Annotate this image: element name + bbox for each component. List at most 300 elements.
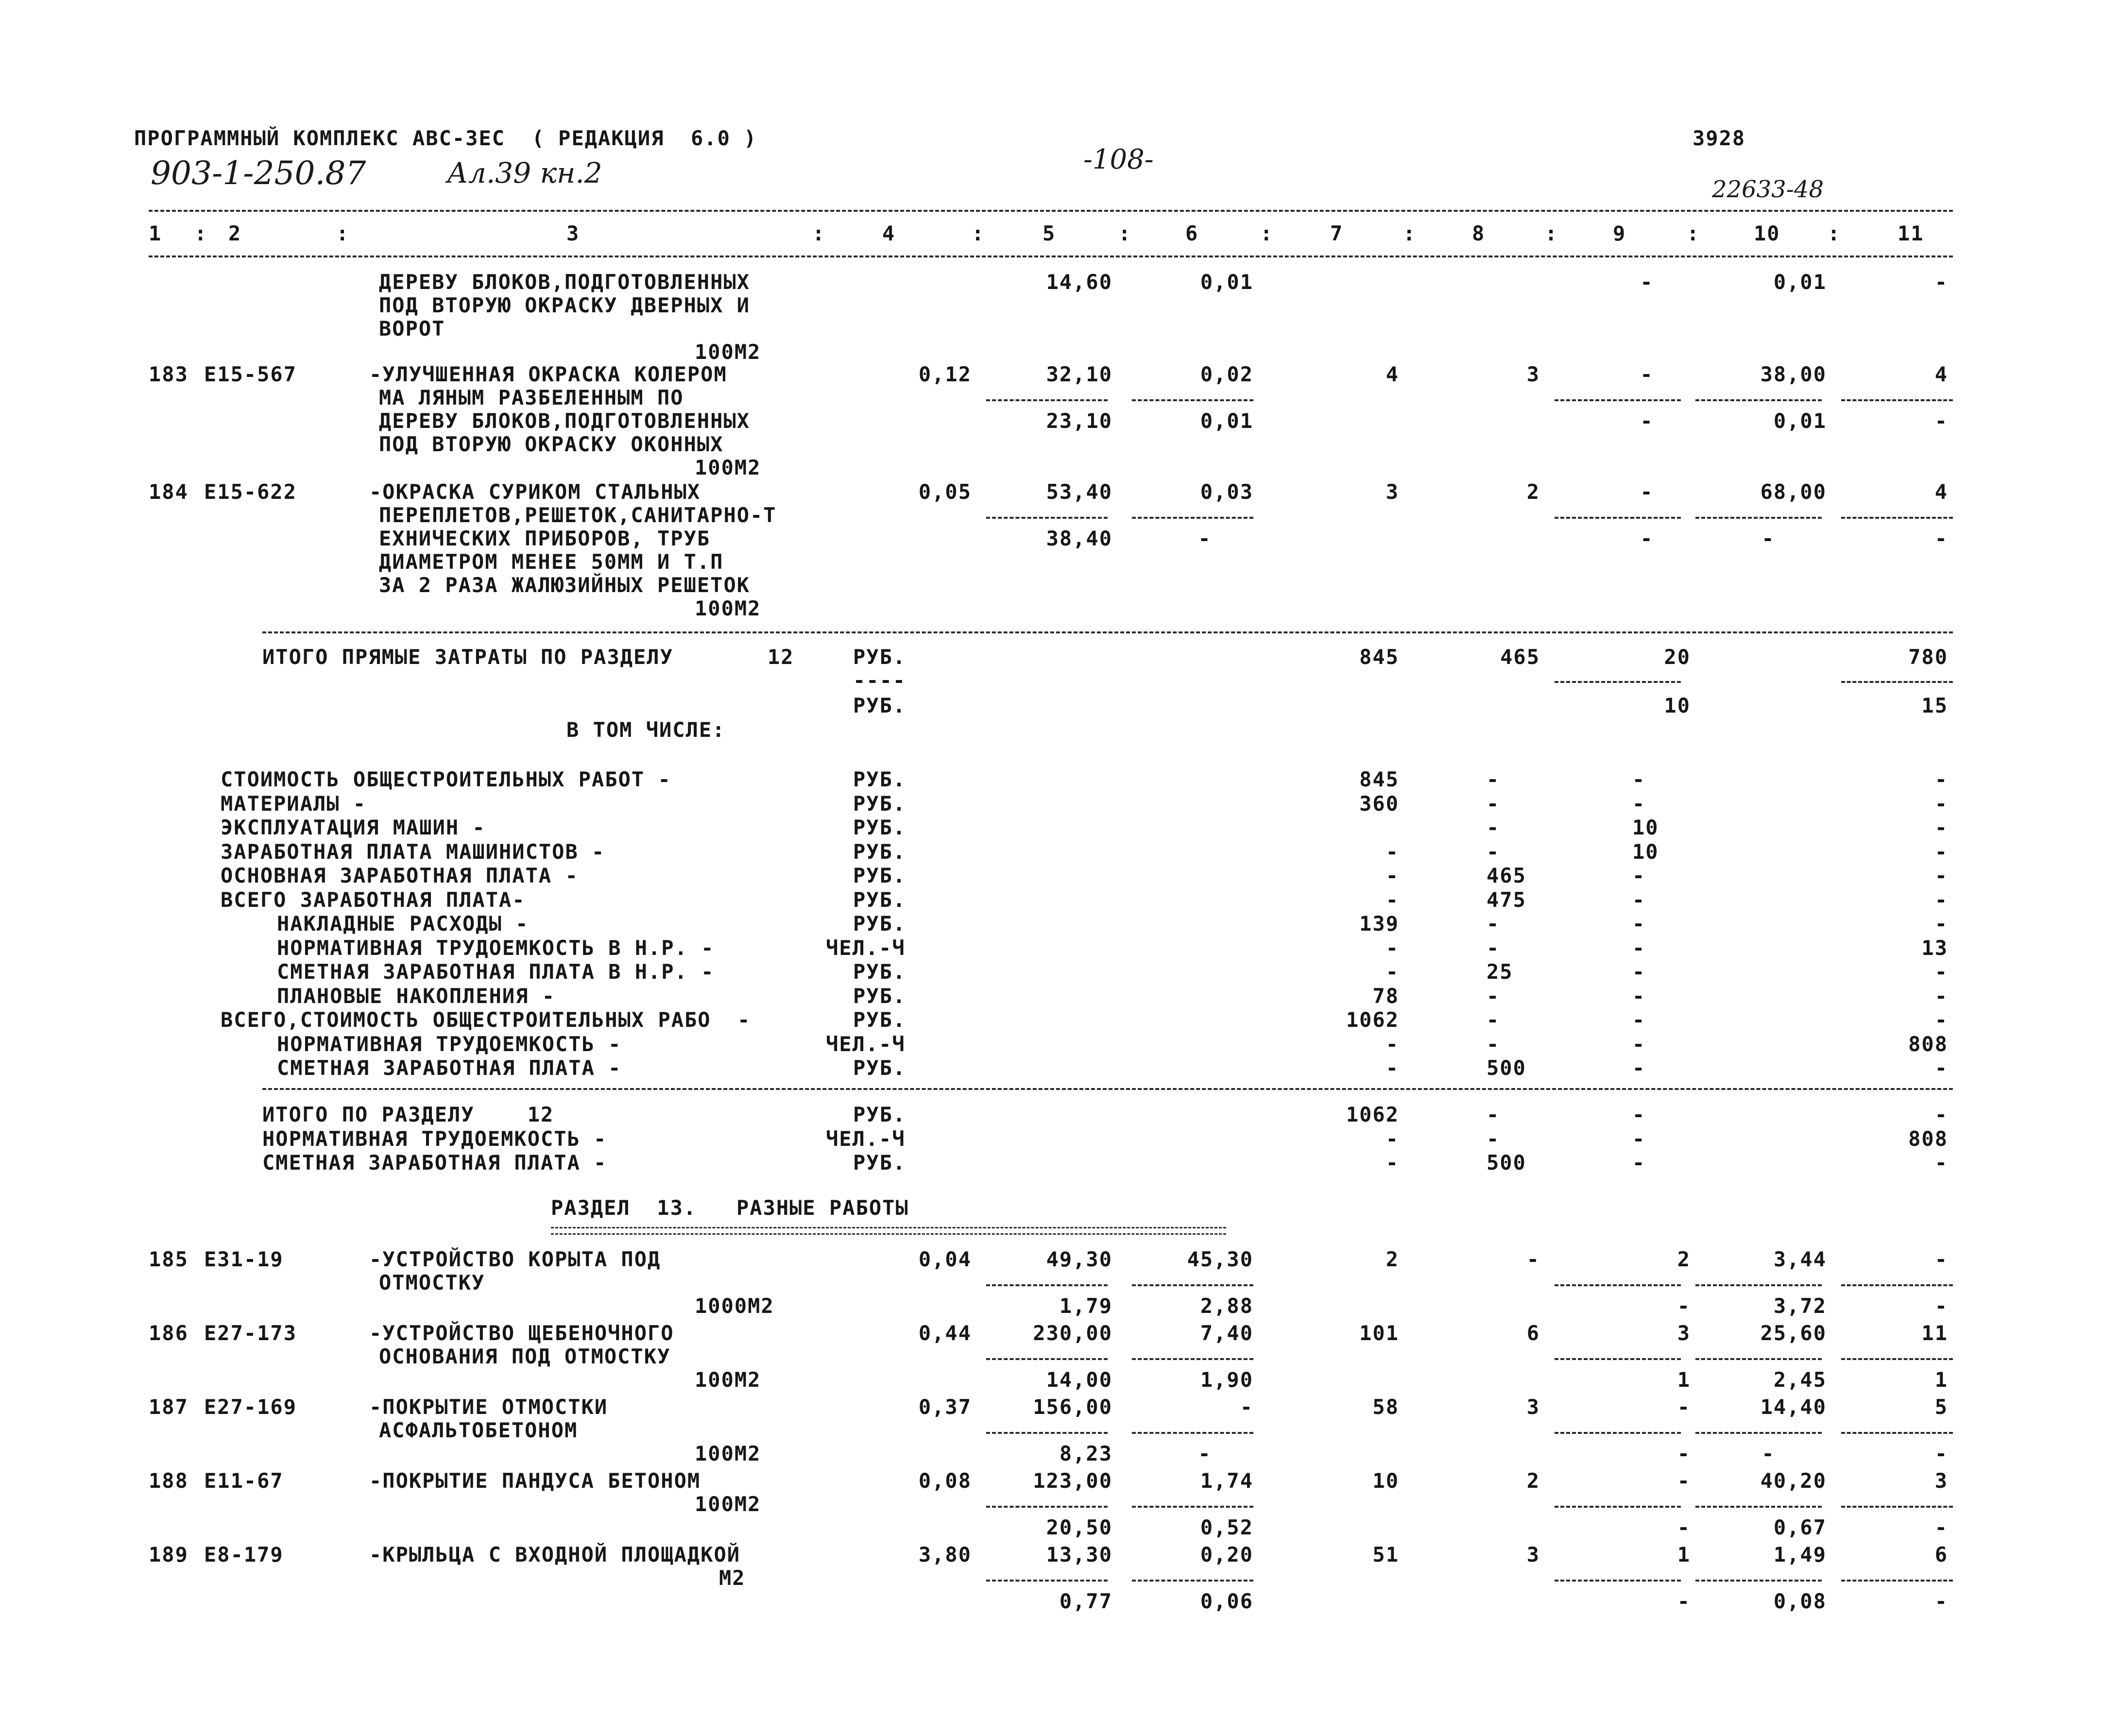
row-unit: 100М2 — [695, 1442, 761, 1465]
col-sep: : — [1260, 221, 1274, 245]
cell-c11: 808 — [1908, 1032, 1948, 1056]
cell-c9: - — [1632, 1126, 1646, 1151]
cell-rule — [986, 517, 1108, 519]
cell-rule — [1132, 399, 1253, 401]
cell-c8: 465 — [1487, 864, 1526, 887]
col-sep: : — [194, 221, 208, 245]
cell-rule — [986, 399, 1108, 401]
row-number: 188 — [149, 1469, 188, 1493]
section-total-unit: РУБ. — [853, 1103, 906, 1126]
cell-c5-lower: 8,23 — [1059, 1442, 1112, 1465]
cell-c9-lower: - — [1640, 270, 1654, 294]
row-description-line: ДЕРЕВУ БЛОКОВ,ПОДГОТОВЛЕННЫХ — [379, 409, 751, 433]
cell-c7: - — [1385, 839, 1399, 864]
cell-c11-lower: - — [1934, 1515, 1948, 1539]
cell-c9: - — [1632, 936, 1646, 960]
row-unit: 100М2 — [695, 456, 761, 479]
breakdown-label: ЭКСПЛУАТАЦИЯ МАШИН - — [221, 816, 486, 839]
breakdown-unit: ЧЕЛ.-Ч — [826, 936, 906, 960]
row-number: 187 — [149, 1395, 188, 1419]
row-number: 183 — [149, 362, 188, 386]
cell-c8: - — [1526, 1247, 1540, 1271]
cell-c8: 3 — [1526, 1395, 1540, 1419]
breakdown-label: ВСЕГО,СТОИМОСТЬ ОБЩЕСТРОИТЕЛЬНЫХ РАБО - — [221, 1008, 751, 1032]
cell-c5: 13,30 — [1046, 1543, 1112, 1566]
cell-c6-lower: 1,90 — [1200, 1368, 1253, 1392]
cell-c9: - — [1640, 480, 1654, 504]
cell-c6: 0,20 — [1200, 1543, 1253, 1566]
col-sep: : — [1687, 221, 1700, 245]
cell-c7: 58 — [1372, 1395, 1399, 1419]
cell-rule — [1555, 517, 1681, 519]
cell-c9-lower: - — [1640, 409, 1654, 433]
cell-c6-lower: 0,01 — [1200, 409, 1253, 433]
cell-rule — [1841, 517, 1953, 519]
cell-c8: - — [1487, 936, 1500, 960]
col-8: 8 — [1472, 221, 1486, 245]
cell-rule — [1695, 1284, 1822, 1286]
cell-c8: - — [1487, 912, 1500, 936]
cell-c10: 38,00 — [1760, 362, 1827, 386]
header-rule-bottom — [149, 255, 1953, 257]
cell-c9: 3 — [1677, 1321, 1691, 1345]
cell-c11: - — [1934, 887, 1948, 912]
breakdown-unit: РУБ. — [853, 791, 906, 816]
col-sep: : — [972, 221, 985, 245]
row-description-line: -УСТРОЙСТВО ЩЕБЕНОЧНОГО — [369, 1321, 674, 1345]
cell-c9-lower: - — [1677, 1515, 1691, 1539]
cell-c9: - — [1632, 1056, 1646, 1080]
cell-c10: 25,60 — [1760, 1321, 1827, 1345]
cell-c9-lower: - — [1677, 1294, 1691, 1318]
cell-c9: - — [1632, 912, 1646, 936]
cell-c7: 845 — [1359, 767, 1399, 791]
breakdown-rule — [262, 1088, 1953, 1090]
breakdown-unit: РУБ. — [853, 864, 906, 887]
cell-c11-lower: - — [1934, 409, 1948, 433]
cell-c10: 68,00 — [1760, 480, 1827, 504]
cell-c11-lower: - — [1934, 1589, 1948, 1613]
cell-c11-lower: 1 — [1934, 1368, 1948, 1392]
col-2: 2 — [228, 221, 242, 245]
row-description-line: -УСТРОЙСТВО КОРЫТА ПОД — [369, 1247, 661, 1271]
cell-c6: 1,74 — [1200, 1469, 1253, 1493]
cell-c7: 4 — [1385, 362, 1399, 386]
cell-c7: 360 — [1359, 791, 1399, 816]
breakdown-unit: ЧЕЛ.-Ч — [826, 1032, 906, 1056]
cell-c8: - — [1487, 791, 1500, 816]
cell-c4: 0,12 — [918, 362, 972, 386]
cell-c6-lower: - — [1198, 1442, 1212, 1465]
cell-c11: - — [1934, 864, 1948, 887]
cell-c6-lower: 0,06 — [1200, 1589, 1253, 1613]
cell-c11: - — [1934, 816, 1948, 839]
cell-c9: - — [1632, 1151, 1646, 1174]
cell-c7: - — [1385, 1032, 1399, 1056]
row-description-line: ОТМОСТКУ — [379, 1271, 485, 1294]
breakdown-unit: РУБ. — [853, 912, 906, 936]
cell-c9: 2 — [1677, 1247, 1691, 1271]
cell-rule — [1841, 1580, 1953, 1582]
row-unit: 1000М2 — [695, 1294, 774, 1318]
cell-c11: - — [1934, 1008, 1948, 1032]
section-total-label: ИТОГО ПО РАЗДЕЛУ 12 — [262, 1103, 554, 1126]
cell-rule — [1555, 1432, 1681, 1434]
row-description-line: ДЕРЕВУ БЛОКОВ,ПОДГОТОВЛЕННЫХ — [379, 270, 751, 294]
cell-c8: - — [1487, 816, 1500, 839]
cell-c11: - — [1934, 1103, 1948, 1126]
cell-rule — [1555, 1284, 1681, 1286]
row-description-line: ДИАМЕТРОМ МЕНЕЕ 50ММ И Т.П — [379, 550, 724, 574]
cell-rule — [986, 1506, 1108, 1508]
cell-c5: 32,10 — [1046, 362, 1112, 386]
cell-c11: 11 — [1921, 1321, 1948, 1345]
totals-unit-underline: ---- — [853, 668, 906, 692]
row-description-line: -ПОКРЫТИЕ ПАНДУСА БЕТОНОМ — [369, 1469, 701, 1493]
cell-rule — [1132, 1432, 1253, 1434]
cell-c4: 0,04 — [918, 1247, 972, 1271]
col-6: 6 — [1185, 221, 1199, 245]
cell-c7: 2 — [1385, 1247, 1399, 1271]
cell-c11: 5 — [1934, 1395, 1948, 1419]
cell-c9-lower: - — [1677, 1442, 1691, 1465]
cell-c11: 4 — [1934, 480, 1948, 504]
cell-c7: 1062 — [1346, 1008, 1399, 1032]
breakdown-label: СМЕТНАЯ ЗАРАБОТНАЯ ПЛАТА В Н.Р. - — [277, 960, 715, 984]
section-total-label: НОРМАТИВНАЯ ТРУДОЕМКОСТЬ - — [262, 1126, 607, 1151]
cell-c8: - — [1487, 1008, 1500, 1032]
cell-c5: 49,30 — [1046, 1247, 1112, 1271]
cell-rule — [1841, 1358, 1953, 1360]
section-total-label: СМЕТНАЯ ЗАРАБОТНАЯ ПЛАТА - — [262, 1151, 607, 1174]
cell-c11-lower: - — [1934, 1442, 1948, 1465]
breakdown-label: СМЕТНАЯ ЗАРАБОТНАЯ ПЛАТА - — [277, 1056, 622, 1080]
section-total-unit: РУБ. — [853, 1151, 906, 1174]
breakdown-label: ПЛАНОВЫЕ НАКОПЛЕНИЯ - — [277, 984, 556, 1008]
breakdown-label: МАТЕРИАЛЫ - — [221, 791, 367, 816]
cell-rule — [1695, 1506, 1822, 1508]
row-number: 189 — [149, 1543, 188, 1566]
cell-c10-lower: - — [1761, 1442, 1775, 1465]
cell-c11: 3 — [1934, 1469, 1948, 1493]
cell-c4: 0,37 — [918, 1395, 972, 1419]
cell-c5: 53,40 — [1046, 480, 1112, 504]
cell-c8: - — [1487, 1126, 1500, 1151]
row-description-line: ЗА 2 РАЗА ЖАЛЮЗИЙНЫХ РЕШЕТОК — [379, 573, 751, 597]
totals-label: ИТОГО ПРЯМЫЕ ЗАТРАТЫ ПО РАЗДЕЛУ — [262, 645, 673, 669]
cell-c6: 7,40 — [1200, 1321, 1253, 1345]
cell-c9: - — [1632, 767, 1646, 791]
cell-c6-lower: 0,52 — [1200, 1515, 1253, 1539]
cell-c6-lower: - — [1198, 527, 1212, 550]
cell-c9-lower: - — [1677, 1589, 1691, 1613]
cell-c4: 3,80 — [918, 1543, 972, 1566]
cell-c10-lower: 0,08 — [1773, 1589, 1827, 1613]
col-sep: : — [812, 221, 826, 245]
cell-c9: 10 — [1632, 839, 1659, 864]
row-number: 184 — [149, 480, 188, 504]
cell-c5: 156,00 — [1033, 1395, 1112, 1419]
cell-c5-lower: 20,50 — [1046, 1515, 1112, 1539]
cell-c9: - — [1677, 1469, 1691, 1493]
breakdown-label: ВСЕГО ЗАРАБОТНАЯ ПЛАТА- — [221, 887, 526, 912]
row-description-line: АСФАЛЬТОБЕТОНОМ — [379, 1418, 578, 1442]
row-unit: М2 — [719, 1566, 746, 1590]
col-9: 9 — [1613, 221, 1626, 245]
cell-c8: 2 — [1526, 1469, 1540, 1493]
row-unit: 100М2 — [695, 340, 761, 364]
cell-rule — [1132, 1358, 1253, 1360]
breakdown-label: СТОИМОСТЬ ОБЩЕСТРОИТЕЛЬНЫХ РАБОТ - — [221, 767, 671, 791]
cell-c11: 808 — [1908, 1126, 1948, 1151]
cell-c8: - — [1487, 767, 1500, 791]
breakdown-unit: РУБ. — [853, 984, 906, 1008]
totals-rule — [262, 631, 1953, 633]
col-7: 7 — [1330, 221, 1344, 245]
cell-c8: 2 — [1526, 480, 1540, 504]
row-description-line: ЕХНИЧЕСКИХ ПРИБОРОВ, ТРУБ — [379, 527, 711, 550]
cell-c4: 0,08 — [918, 1469, 972, 1493]
breakdown-label: НОРМАТИВНАЯ ТРУДОЕМКОСТЬ В Н.Р. - — [277, 936, 715, 960]
totals-section: 12 — [768, 645, 794, 669]
cell-c11: 4 — [1934, 362, 1948, 386]
cell-c8: - — [1487, 1032, 1500, 1056]
breakdown-unit: РУБ. — [853, 1008, 906, 1032]
cell-c11-lower: - — [1934, 270, 1948, 294]
cell-c7: 139 — [1359, 912, 1399, 936]
cell-rule — [1555, 1580, 1681, 1582]
cell-c5: 123,00 — [1033, 1469, 1112, 1493]
cell-c10: 40,20 — [1760, 1469, 1827, 1493]
cell-rule — [1132, 1284, 1253, 1286]
sheet-ref: Ал.39 кн.2 — [447, 156, 602, 189]
header-rule-top — [149, 210, 1953, 212]
col-1: 1 — [149, 221, 162, 245]
cell-c11-lower: - — [1934, 1294, 1948, 1318]
cell-rule — [1841, 399, 1953, 401]
cell-c11: 6 — [1934, 1543, 1948, 1566]
cell-c11: - — [1934, 791, 1948, 816]
row-code: Е8-179 — [204, 1543, 284, 1566]
cell-c8: 3 — [1526, 362, 1540, 386]
row-code: Е27-173 — [204, 1321, 297, 1345]
cell-rule — [1555, 681, 1681, 683]
col-sep: : — [336, 221, 350, 245]
cell-c7: - — [1385, 1126, 1399, 1151]
cell-c7: 78 — [1372, 984, 1399, 1008]
cell-c10-lower: - — [1761, 527, 1775, 550]
cell-c11: - — [1934, 767, 1948, 791]
cell-c5-lower: 23,10 — [1046, 409, 1112, 433]
col-3: 3 — [566, 221, 580, 245]
cell-c10-lower: 0,67 — [1773, 1515, 1827, 1539]
section-title: РАЗДЕЛ 13. РАЗНЫЕ РАБОТЫ — [551, 1196, 909, 1220]
col-sep: : — [1545, 221, 1558, 245]
cell-c8: 500 — [1487, 1151, 1526, 1174]
cell-rule — [1695, 1432, 1822, 1434]
cell-c9: - — [1632, 864, 1646, 887]
cell-c8: - — [1487, 1103, 1500, 1126]
cell-c8: 475 — [1487, 887, 1526, 912]
cell-c4: 0,44 — [918, 1321, 972, 1345]
row-code: Е15-567 — [204, 362, 297, 386]
cell-c9-lower: 10 — [1664, 694, 1691, 717]
cell-c5-lower: 1,79 — [1059, 1294, 1112, 1318]
row-description-line: -УЛУЧШЕННАЯ ОКРАСКА КОЛЕРОМ — [369, 362, 727, 386]
cell-c4: 0,05 — [918, 480, 972, 504]
cell-rule — [986, 1580, 1108, 1582]
cell-c9: - — [1632, 1008, 1646, 1032]
cell-c11: - — [1934, 1151, 1948, 1174]
cell-c9-lower: 1 — [1677, 1368, 1691, 1392]
cell-c6: 0,02 — [1200, 362, 1253, 386]
cell-rule — [1695, 517, 1822, 519]
breakdown-label: ОСНОВНАЯ ЗАРАБОТНАЯ ПЛАТА - — [221, 864, 579, 887]
row-description-line: ПЕРЕПЛЕТОВ,РЕШЕТОК,САНИТАРНО-Т — [379, 503, 777, 527]
cell-c11: 780 — [1908, 645, 1948, 669]
cell-c9: - — [1632, 984, 1646, 1008]
breakdown-unit: РУБ. — [853, 960, 906, 984]
breakdown-label: НОРМАТИВНАЯ ТРУДОЕМКОСТЬ - — [277, 1032, 622, 1056]
page-number: -108- — [1083, 144, 1154, 175]
cell-c5-lower: 38,40 — [1046, 527, 1112, 550]
cell-c11: 13 — [1921, 936, 1948, 960]
cell-rule — [1555, 1506, 1681, 1508]
section-total-unit: ЧЕЛ.-Ч — [826, 1126, 906, 1151]
cell-c5-lower: 14,00 — [1046, 1368, 1112, 1392]
cell-c9: - — [1632, 960, 1646, 984]
cell-rule — [1132, 517, 1253, 519]
cell-c9: - — [1632, 791, 1646, 816]
col-sep: : — [1828, 221, 1841, 245]
cell-c8: 465 — [1500, 645, 1540, 669]
totals-unit: РУБ. — [853, 645, 906, 669]
row-description-line: МА ЛЯНЫМ РАЗБЕЛЕННЫМ ПО — [379, 386, 684, 409]
col-5: 5 — [1043, 221, 1056, 245]
doc-number: 3928 — [1693, 126, 1746, 150]
row-description-line: ОСНОВАНИЯ ПОД ОТМОСТКУ — [379, 1345, 671, 1368]
cell-c7: 845 — [1359, 645, 1399, 669]
cell-c9: 10 — [1632, 816, 1659, 839]
cell-c7: - — [1385, 936, 1399, 960]
cell-c9: - — [1677, 1395, 1691, 1419]
cell-c10: 3,44 — [1773, 1247, 1827, 1271]
cell-rule — [986, 1432, 1108, 1434]
cell-rule — [1695, 399, 1822, 401]
cell-c7: - — [1385, 960, 1399, 984]
row-description-line: -КРЫЛЬЦА С ВХОДНОЙ ПЛОЩАДКОЙ — [369, 1543, 741, 1566]
row-unit: 100М2 — [695, 1492, 761, 1516]
cell-rule — [1695, 1358, 1822, 1360]
row-number: 185 — [149, 1247, 188, 1271]
cell-c8: - — [1487, 839, 1500, 864]
cell-rule — [1695, 1580, 1822, 1582]
cell-c6-lower: 0,01 — [1200, 270, 1253, 294]
cell-c6: - — [1240, 1395, 1253, 1419]
cell-c6: 0,03 — [1200, 480, 1253, 504]
cell-c8: 500 — [1487, 1056, 1526, 1080]
cell-c5: 230,00 — [1033, 1321, 1112, 1345]
cell-c9-lower: - — [1640, 527, 1654, 550]
cell-c11: - — [1934, 839, 1948, 864]
cell-c10-lower: 2,45 — [1773, 1368, 1827, 1392]
row-description-line: -ОКРАСКА СУРИКОМ СТАЛЬНЫХ — [369, 480, 701, 504]
col-10: 10 — [1754, 221, 1780, 245]
col-4: 4 — [882, 221, 896, 245]
cell-c11: - — [1934, 1056, 1948, 1080]
section-title-underline — [551, 1227, 1226, 1235]
row-number: 186 — [149, 1321, 188, 1345]
cell-c9: - — [1632, 1032, 1646, 1056]
breakdown-label: ЗАРАБОТНАЯ ПЛАТА МАШИНИСТОВ - — [221, 839, 605, 864]
cell-c7: 101 — [1359, 1321, 1399, 1345]
cell-rule — [1555, 1358, 1681, 1360]
cell-c5-lower: 0,77 — [1059, 1589, 1112, 1613]
cell-c9: 1 — [1677, 1543, 1691, 1566]
col-sep: : — [1403, 221, 1417, 245]
row-code: Е15-622 — [204, 480, 297, 504]
breakdown-label: НАКЛАДНЫЕ РАСХОДЫ - — [277, 912, 529, 936]
handwritten-code: 22633-48 — [1712, 176, 1824, 203]
col-sep: : — [1118, 221, 1132, 245]
row-code: Е31-19 — [204, 1247, 284, 1271]
cell-c11-lower: - — [1934, 527, 1948, 550]
row-code: Е27-169 — [204, 1395, 297, 1419]
cell-rule — [1841, 1506, 1953, 1508]
cell-c10: 14,40 — [1760, 1395, 1827, 1419]
cell-c9: - — [1632, 887, 1646, 912]
cell-c10: 1,49 — [1773, 1543, 1827, 1566]
cell-rule — [1841, 681, 1953, 683]
cell-c9: 20 — [1664, 645, 1691, 669]
cell-rule — [1841, 1284, 1953, 1286]
cell-rule — [986, 1284, 1108, 1286]
cell-c11: - — [1934, 984, 1948, 1008]
breakdown-unit: РУБ. — [853, 816, 906, 839]
cell-rule — [1132, 1580, 1253, 1582]
cell-c7: 1062 — [1346, 1103, 1399, 1126]
cell-rule — [986, 1358, 1108, 1360]
row-code: Е11-67 — [204, 1469, 284, 1493]
cell-c10-lower: 0,01 — [1773, 409, 1827, 433]
row-unit: 100М2 — [695, 1368, 761, 1392]
program-header: ПРОГРАММНЫЙ КОМПЛЕКС АВС-3ЕС ( РЕДАКЦИЯ 6.0 ) — [134, 126, 757, 150]
cell-c7: - — [1385, 1056, 1399, 1080]
breakdown-unit: РУБ. — [853, 767, 906, 791]
breakdown-unit: РУБ. — [853, 1056, 906, 1080]
cell-c11: - — [1934, 960, 1948, 984]
cell-c5-lower: 14,60 — [1046, 270, 1112, 294]
cell-c10-lower: 0,01 — [1773, 270, 1827, 294]
row-description-line: -ПОКРЫТИЕ ОТМОСТКИ — [369, 1395, 608, 1419]
cell-c11: - — [1934, 1247, 1948, 1271]
cell-c8: 25 — [1487, 960, 1513, 984]
row-unit: 100М2 — [695, 596, 761, 620]
cell-c9: - — [1632, 1103, 1646, 1126]
row-description-line: ПОД ВТОРУЮ ОКРАСКУ ДВЕРНЫХ И — [379, 293, 751, 317]
cell-c6: 45,30 — [1187, 1247, 1253, 1271]
cell-rule — [1132, 1506, 1253, 1508]
cell-rule — [1555, 399, 1681, 401]
breakdown-unit: РУБ. — [853, 839, 906, 864]
cell-rule — [1841, 1432, 1953, 1434]
row-description-line: ВОРОТ — [379, 317, 445, 340]
cell-c7: 10 — [1372, 1469, 1399, 1493]
cell-c7: - — [1385, 864, 1399, 887]
cell-c9: - — [1640, 362, 1654, 386]
cell-c11: - — [1934, 912, 1948, 936]
cell-c7: 3 — [1385, 480, 1399, 504]
